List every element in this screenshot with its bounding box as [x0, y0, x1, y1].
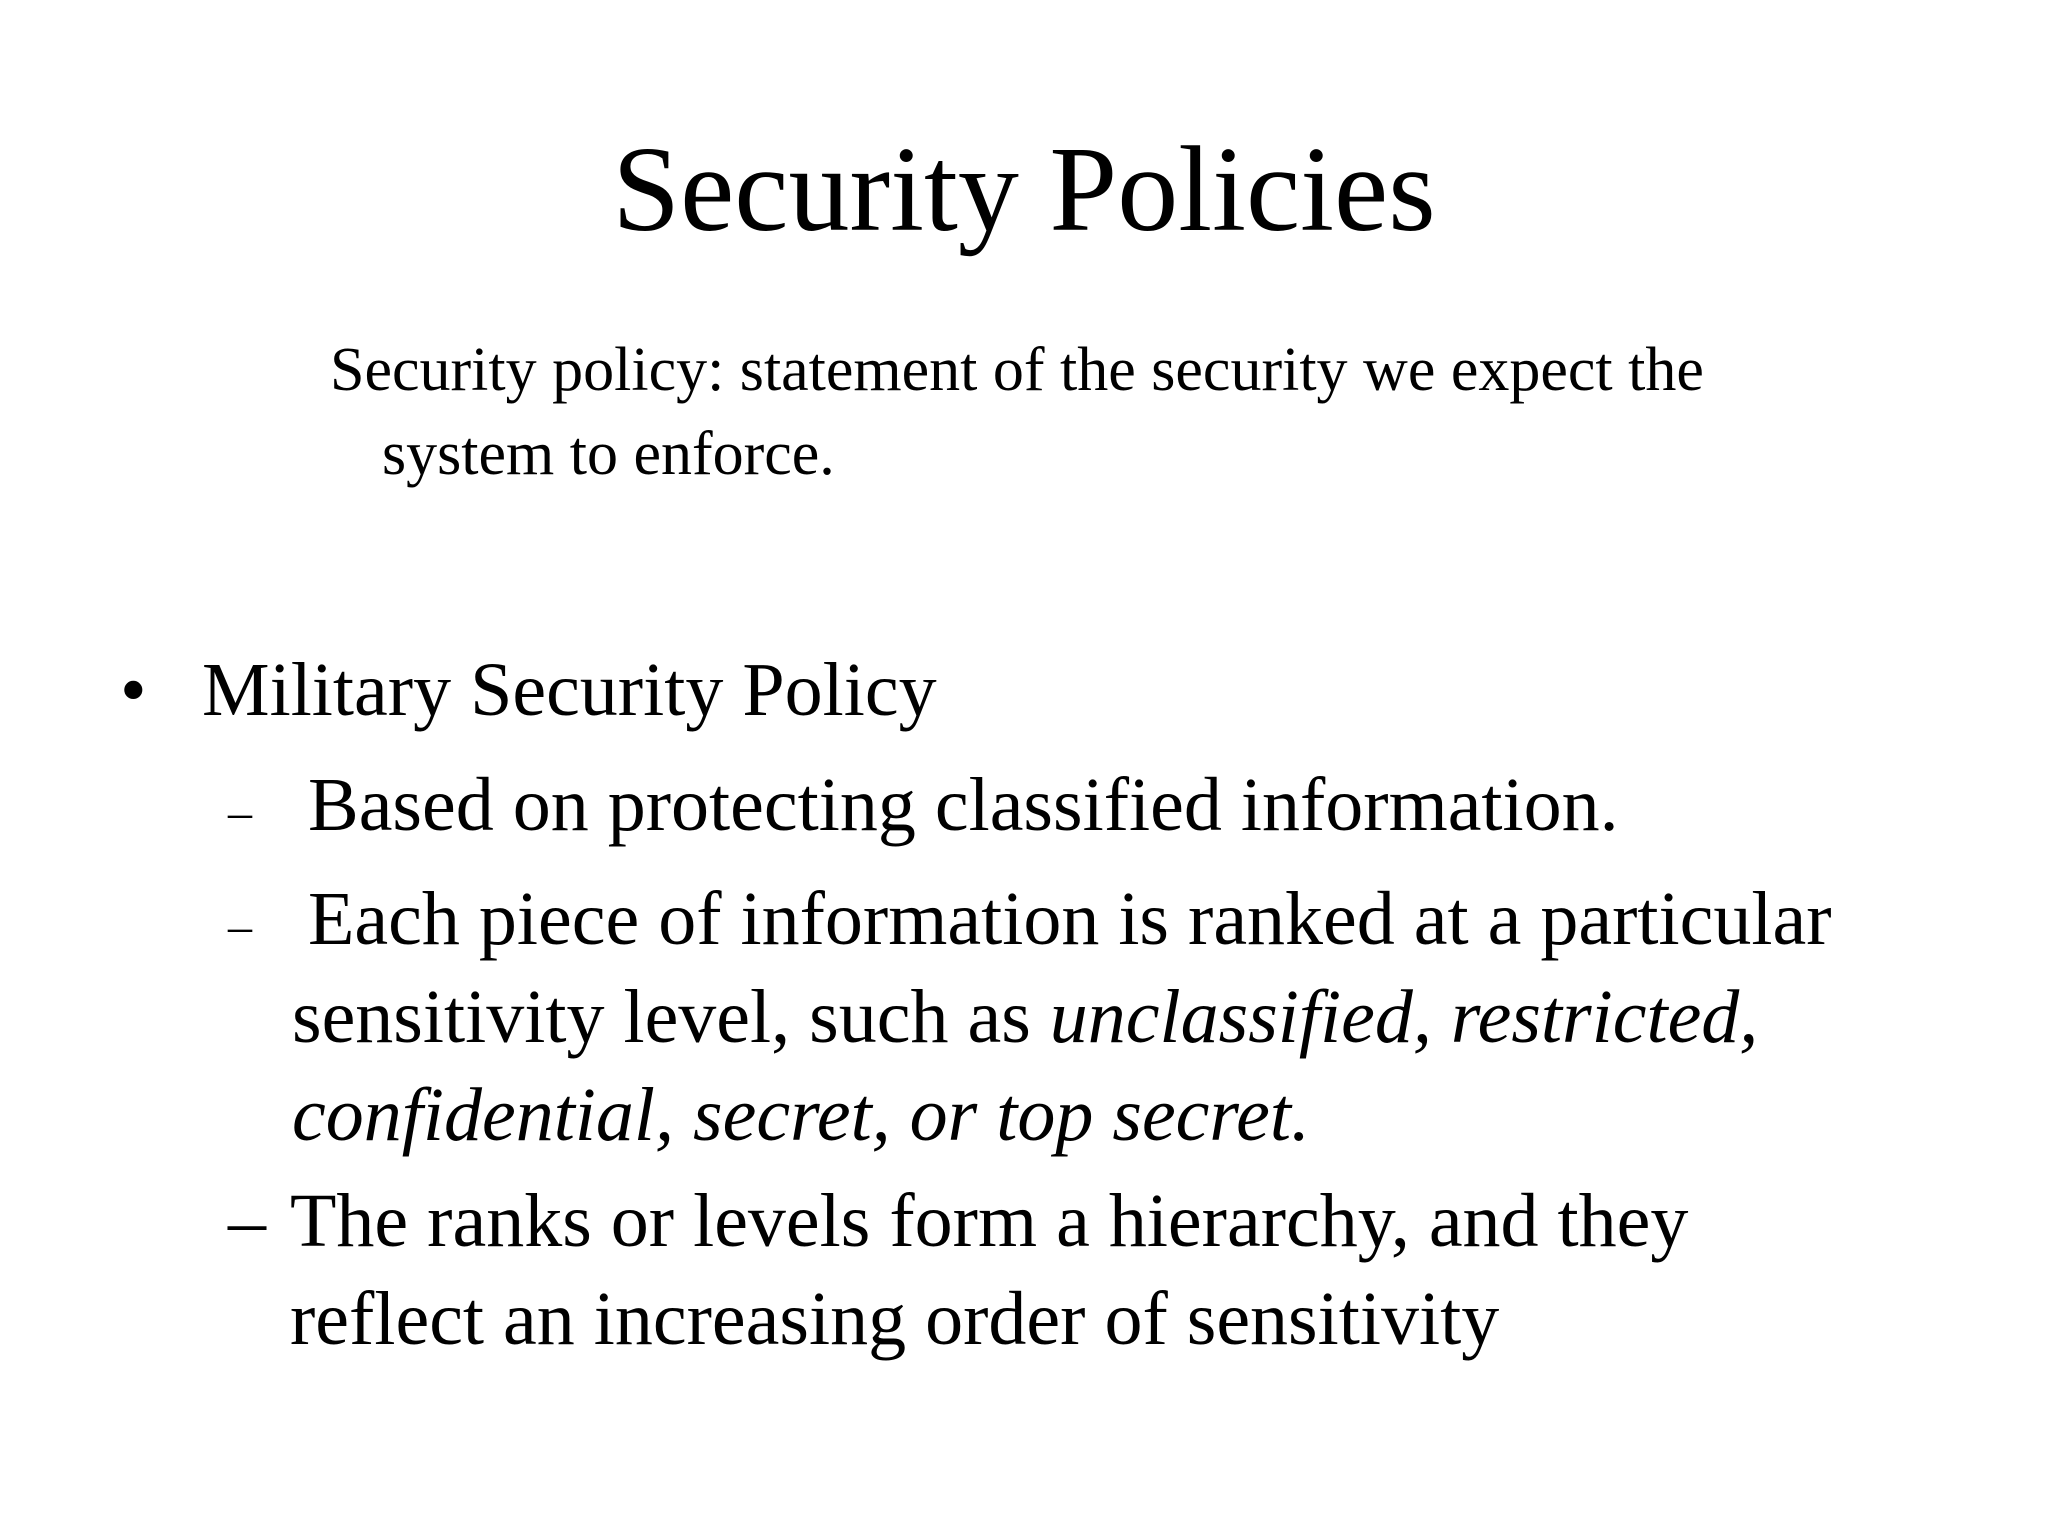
subpoint-line-1: Each piece of information is ranked at a particular: [308, 877, 1832, 961]
dash-marker: –: [228, 1179, 266, 1263]
policy-definition: [330, 328, 1930, 496]
subpoint-line-2: [292, 968, 1948, 1066]
subpoint-line-2-plain: sensitivity level, such as: [292, 975, 1050, 1059]
slide-title: Security Policies: [612, 122, 1436, 257]
subpoint-classified-information: [228, 756, 1928, 854]
definition-line-2: system to enforce.: [382, 420, 835, 488]
subpoint-line-2-italic: unclassified, restricted,: [1049, 975, 1759, 1059]
subpoint-line-2: reflect an increasing order of sensitivity: [290, 1277, 1500, 1361]
subpoint-hierarchy: [228, 1172, 1948, 1368]
dash-marker: –: [228, 900, 252, 953]
subpoint-text: [228, 1172, 1948, 1368]
dash-marker: –: [228, 786, 252, 839]
subpoint-text: [228, 870, 1948, 1164]
subpoint-line-1: The ranks or levels form a hierarchy, and they: [290, 1179, 1689, 1263]
subpoint-sensitivity-levels: [228, 870, 1948, 1164]
bullet-marker: •: [120, 648, 147, 732]
bullet-military-security-policy: [120, 645, 937, 735]
bullet-label: Military Security Policy: [202, 648, 937, 732]
definition-line-1: Security policy: statement of the security we expect the: [330, 336, 1704, 404]
subpoint-line-3-italic: confidential, secret, or top secret.: [292, 1073, 1311, 1157]
subpoint-text: Based on protecting classified information.: [308, 763, 1619, 847]
